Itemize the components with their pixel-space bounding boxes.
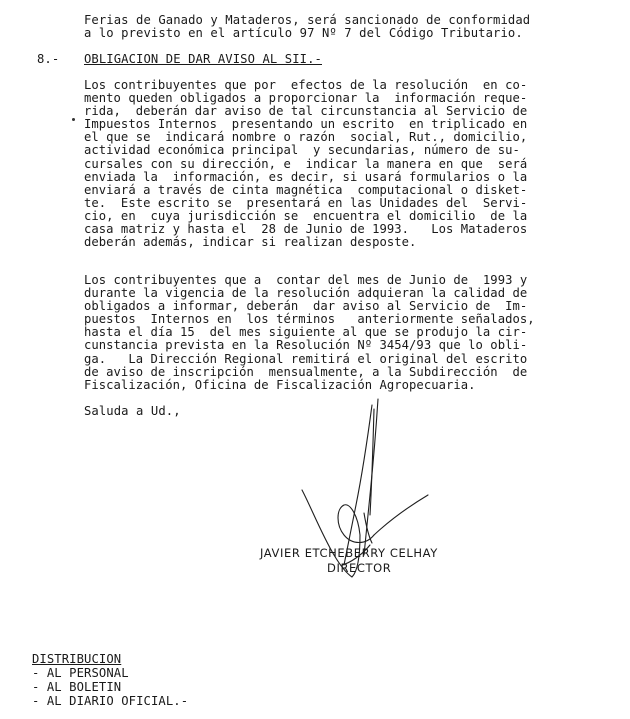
distribution-item: - AL BOLETIN [32, 680, 122, 694]
paragraph-line: cunstancia prevista en la Resolución Nº 3454/93 que lo obli- [84, 338, 528, 353]
paragraph-line: rida, deberán dar aviso de tal circunstancia al Servicio de [84, 104, 528, 119]
section-number: 8.- [37, 52, 60, 66]
paragraph-line: Fiscalización, Oficina de Fiscalización Agropecuaria. [84, 377, 476, 392]
distribution-item: - AL PERSONAL [32, 666, 129, 680]
paragraph-line: el que se indicará nombre o razón social, Rut., domicilio, [84, 130, 528, 145]
section-title: OBLIGACION DE DAR AVISO AL SII.- [84, 52, 322, 66]
paragraph-line: enviada la información, es decir, si usará formularios o la [84, 169, 528, 184]
distribution-item: - AL DIARIO OFICIAL.- [32, 694, 189, 708]
paragraph-line: obligados a informar, deberán dar aviso al Servicio de Im- [84, 299, 528, 314]
paragraph-line: hasta el día 15 del mes siguiente al que se produjo la cir- [84, 325, 528, 340]
signatory-name: JAVIER ETCHEBERRY CELHAY [260, 546, 438, 560]
intro-line: a lo previsto en el artículo 97 Nº 7 del Código Tributario. [84, 26, 523, 40]
paragraph-line: cursales con su dirección, e indicar la manera en que será [84, 156, 528, 171]
paragraph-line: durante la vigencia de la resolución adquieran la calidad de [84, 286, 528, 301]
paragraph-registration-notice [84, 79, 527, 249]
intro-line: Ferias de Ganado y Mataderos, será sancionado de conformidad [84, 13, 531, 27]
closing-salutation: Saluda a Ud., [84, 404, 181, 418]
paragraph-line: enviará a través de cinta magnética computacional o disket- [84, 182, 528, 197]
paragraph-new-obligated [84, 274, 535, 392]
paragraph-line: mento queden obligados a proporcionar la información reque- [84, 91, 528, 106]
paragraph-line: casa matriz y hasta el 28 de Junio de 1993. Los Mataderos [84, 222, 528, 237]
paragraph-line: deberán además, indicar si realizan desposte. [84, 235, 417, 250]
distribution-heading: DISTRIBUCION [32, 652, 122, 666]
paragraph-line: actividad económica principal y secundarias, número de su- [84, 143, 520, 158]
signatory-title: DIRECTOR [327, 561, 392, 575]
stray-mark [72, 118, 75, 121]
paragraph-line: Los contribuyentes que a contar del mes de Junio de 1993 y [84, 273, 528, 287]
paragraph-line: Los contribuyentes que por efectos de la resolución en co- [84, 78, 528, 92]
paragraph-line: Impuestos Internos presentando un escrito en triplicado en [84, 117, 528, 132]
paragraph-line: de aviso de inscripción mensualmente, a la Subdirección de [84, 364, 528, 379]
paragraph-line: te. Este escrito se presentará en las Unidades del Servi- [84, 195, 528, 210]
paragraph-line: puestos Internos en los términos anteriormente señalados, [84, 312, 535, 327]
paragraph-line: ga. La Dirección Regional remitirá el original del escrito [84, 351, 528, 366]
paragraph-line: cio, en cuya jurisdicción se encuentra el domicilio de la [84, 208, 528, 223]
